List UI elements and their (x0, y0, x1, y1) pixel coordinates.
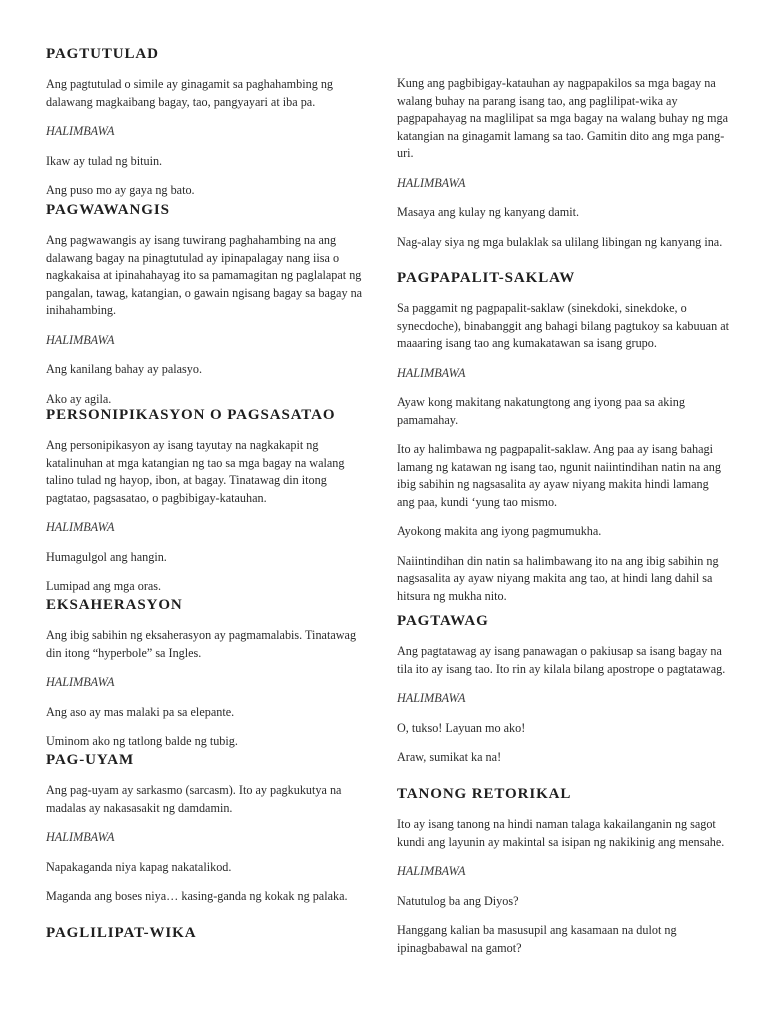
definition: Kung ang pagbibigay-katauhan ay nagpapakilos sa mga bagay na walang buhay na parang isang tao, ang paglilipat-wika ay pagpapahayag na maglilipat sa mga bagay na walang buhay ng mga katangian na ginagamit lamang sa tao. Gamitin dito ang mga pang-uri. (397, 76, 728, 160)
example: Uminom ako ng tatlong balde ng tubig. (46, 734, 238, 748)
section-title: PAGWAWANGIS (46, 202, 170, 218)
section-title: EKSAHERASYON (46, 597, 183, 613)
example-label: HALIMBAWA (397, 175, 466, 190)
example: Araw, sumikat ka na! (397, 750, 502, 764)
section-title: PAGTAWAG (397, 613, 489, 629)
example: Napakaganda niya kapag nakatalikod. (46, 859, 232, 874)
definition: Ang pagwawangis ay isang tuwirang paghahambing na ang dalawang bagay na pinagtutulad ay ipinapalagay nang iisa o nagkakaisa at ipinahahayag ito sa pamamagitan ng paglalapat ng pangalan, tawag, katangian, o gawain ngisang bagay sa bagay na inihahambing. (46, 233, 363, 317)
section-title: PERSONIPIKASYON O PAGSASATAO (46, 407, 336, 423)
example-label: HALIMBAWA (46, 675, 115, 689)
section-title: PAGPAPALIT-SAKLAW (397, 270, 576, 286)
definition: Ang pagtutulad o simile ay ginagamit sa paghahambing ng dalawang magkaibang bagay, tao, pangyayari at iba pa. (46, 77, 334, 109)
section-pagtawag (397, 613, 729, 779)
example: Masaya ang kulay ng kanyang damit. (397, 205, 580, 219)
example-label: HALIMBAWA (46, 830, 115, 844)
example-label: HALIMBAWA (397, 365, 466, 380)
example: Hanggang kalian ba masusupil ang kasamaan na dulot ng ipinagbabawal na gamot? (397, 923, 677, 955)
section-paguyam (46, 752, 368, 918)
section-paglilipat-wika (46, 925, 368, 955)
example-label: HALIMBAWA (46, 520, 115, 534)
section-title: PAG-UYAM (46, 752, 135, 768)
explanation: Ito ay halimbawa ng pagpapalit-saklaw. Ang paa ay isang bahagi lamang ng katawan ng isang tao, ngunit naiintindihan natin na ang ibig sabihin ng nagsasalita ay ayaw niyang makita hindi lamang ang paa, kundi ‘yung tao mismo. (397, 442, 721, 509)
example: Natutulog ba ang Diyos? (397, 893, 519, 908)
example-label: HALIMBAWA (46, 332, 115, 347)
example: Ako ay agila. (46, 391, 112, 406)
example-label: HALIMBAWA (397, 864, 466, 878)
example-label: HALIMBAWA (46, 124, 115, 138)
definition: Sa paggamit ng pagpapalit-saklaw (sinekdoki, sinekdoke, o synecdoche), binabanggit ang bahagi bilang pagtukoy sa kabuuan at maaaring isang tao ang kumakatawan sa isang grupo. (397, 301, 730, 350)
example: Ikaw ay tulad ng bituin. (46, 153, 163, 168)
section-pagwawangis (46, 202, 368, 420)
explanation: Naiintindihan din natin sa halimbawang ito na ang ibig sabihin ng nagsasalita ay ayaw niyang makita ang tao, at hindi lang dahil sa hitsura ng mukha nito. (397, 553, 719, 603)
definition: Ang personipikasyon ay isang tayutay na nagkakapit ng katalinuhan at mga katangian ng tao sa mga bagay na walang talino tulad ng hayop, ibon, at bagay. Tinatawag din itong pagtatao, pagsasatao, o pagbibigay-katauhan. (46, 438, 345, 505)
section-pagpapalit-saklaw (397, 270, 729, 617)
example: Humagulgol ang hangin. (46, 549, 167, 564)
section-eksaherasyon (46, 597, 368, 763)
example: Maganda ang boses niya… kasing-ganda ng kokak ng palaka. (46, 889, 348, 903)
section-tanong-retorikal (397, 786, 729, 969)
example: Ayaw kong makitang nakatungtong ang iyong paa sa aking pamamahay. (397, 395, 685, 427)
definition: Ang pagtatawag ay isang panawagan o pakiusap sa isang bagay na tila ito ay isang tao. Ito rin ay kilala bilang apostrope o pagtatawag. (397, 644, 726, 676)
example-label: HALIMBAWA (397, 691, 466, 705)
example: Nag-alay siya ng mga bulaklak sa ulilang libingan ng kanyang ina. (397, 234, 723, 249)
definition: Ang pag-uyam ay sarkasmo (sarcasm). Ito ay pagkukutya na madalas ay nakasasakit ng damdamin. (46, 783, 342, 815)
section-title: PAGLILIPAT-WIKA (46, 925, 197, 941)
section-title: TANONG RETORIKAL (397, 786, 572, 802)
example: Lumipad ang mga oras. (46, 579, 162, 593)
section-pagtutulad (46, 46, 368, 212)
definition: Ito ay isang tanong na hindi naman talaga kakailanganin ng sagot kundi ang layunin ay makintal sa isipan ng nakikinig ang mensahe. (397, 817, 725, 849)
example: Ang puso mo ay gaya ng bato. (46, 183, 195, 197)
section-personipikasyon (46, 407, 368, 608)
section-paglilipat-wika-continued (397, 75, 729, 263)
example: Ayokong makita ang iyong pagmumukha. (397, 524, 602, 538)
definition: Ang ibig sabihin ng eksaherasyon ay pagmamalabis. Tinatawag din itong “hyperbole” sa Ingles. (46, 628, 357, 660)
example: O, tukso! Layuan mo ako! (397, 720, 526, 735)
example: Ang aso ay mas malaki pa sa elepante. (46, 704, 235, 719)
example: Ang kanilang bahay ay palasyo. (46, 362, 203, 376)
section-title: PAGTUTULAD (46, 46, 159, 62)
